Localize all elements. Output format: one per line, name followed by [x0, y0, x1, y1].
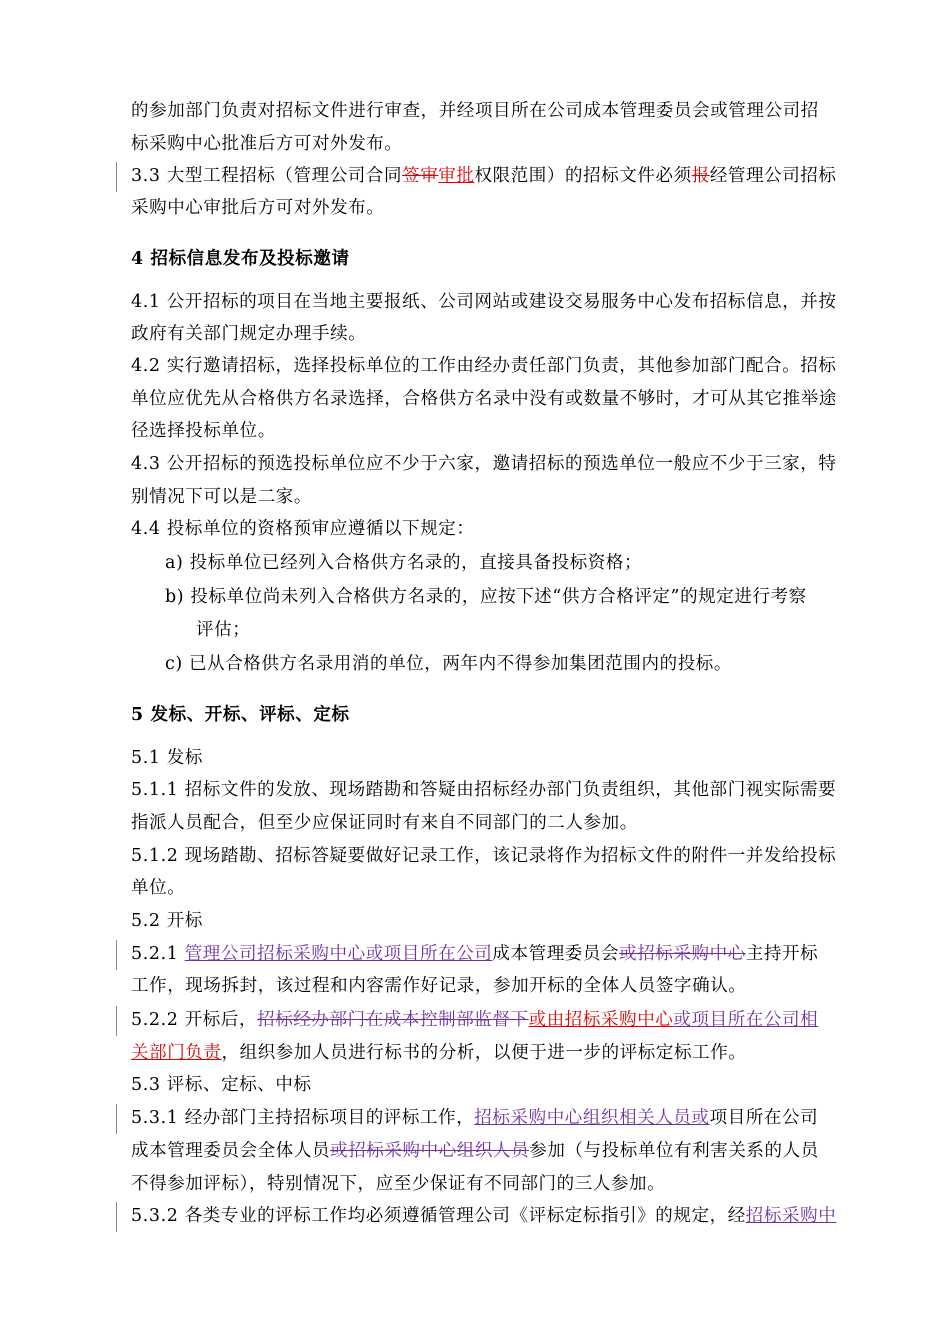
paragraph-line: 4.1 公开招标的项目在当地主要报纸、公司网站或建设交易服务中心发布招标信息，并按	[131, 292, 837, 312]
subsection-heading: 5.1 发标	[131, 748, 203, 768]
paragraph-line: 采购中心审批后方可对外发布。	[131, 198, 385, 218]
paragraph-line: 4.3 公开招标的预选投标单位应不少于六家，邀请招标的预选单位一般应不少于三家，特	[131, 454, 837, 474]
paragraph-5-2-2: 5.2.2 开标后，招标经办部门在成本控制部监督下或由招标采购中心或项目所在公司相	[131, 1010, 819, 1030]
subsection-heading: 5.2 开标	[131, 911, 203, 931]
paragraph-line: 标采购中心批准后方可对外发布。	[131, 134, 403, 154]
change-bar	[116, 1104, 117, 1134]
subsection-heading: 5.3 评标、定标、中标	[131, 1075, 312, 1095]
list-item-a: a) 投标单位已经列入合格供方名录的，直接具备投标资格；	[165, 553, 643, 573]
paragraph-line: 4.2 实行邀请招标，选择投标单位的工作由经办责任部门负责，其他参加部门配合。招标	[131, 356, 837, 376]
paragraph-5-2-2-cont: 关部门负责，组织参加人员进行标书的分析，以便于进一步的评标定标工作。	[131, 1043, 747, 1063]
paragraph-line: 别情况下可以是二家。	[131, 487, 312, 507]
paragraph-line: 不得参加评标），特别情况下，应至少保证有不同部门的三人参加。	[131, 1174, 666, 1194]
inserted-text: 招标采购中	[745, 1206, 837, 1226]
list-item-b-cont: 评估；	[196, 620, 251, 640]
paragraph-line: 指派人员配合，但至少应保证同时有来自不同部门的二人参加。	[131, 813, 638, 833]
list-item-b: b) 投标单位尚未列入合格供方名录的，应按下述“供方合格评定”的规定进行考察	[165, 587, 807, 607]
change-bar	[116, 1006, 117, 1036]
deleted-text: 或招标采购中心	[619, 944, 746, 964]
inserted-text: 招标采购中心组织相关人员或	[474, 1108, 710, 1128]
paragraph-line: 5.1.1 招标文件的发放、现场踏勘和答疑由招标经办部门负责组织，其他部门视实际需要	[131, 780, 837, 800]
inserted-text: 管理公司招标采购中心或项目所在公司	[184, 944, 493, 964]
paragraph-line: 的参加部门负责对招标文件进行审查，并经项目所在公司成本管理委员会或管理公司招	[131, 101, 819, 121]
paragraph-line: 政府有关部门规定办理手续。	[131, 324, 367, 344]
change-bar	[116, 1202, 117, 1232]
change-bar	[116, 162, 117, 192]
section-heading-5: 5 发标、开标、评标、定标	[131, 705, 350, 725]
paragraph-line: 单位。	[131, 878, 186, 898]
section-heading-4: 4 招标信息发布及投标邀请	[131, 249, 350, 269]
deleted-text: 签审	[402, 166, 439, 186]
paragraph-3-3: 3.3 大型工程招标（管理公司合同签审审批权限范围）的招标文件必须报经管理公司招标	[131, 166, 837, 186]
deleted-text: 招标经办部门在成本控制部监督下	[257, 1010, 529, 1030]
change-bar	[116, 940, 117, 970]
paragraph-5-2-1: 5.2.1 管理公司招标采购中心或项目所在公司成本管理委员会或招标采购中心主持开标	[131, 944, 819, 964]
paragraph-line: 4.4 投标单位的资格预审应遵循以下规定：	[131, 519, 475, 539]
list-item-c: c) 已从合格供方名录用消的单位，两年内不得参加集团范围内的投标。	[165, 654, 732, 674]
paragraph-line: 工作，现场拆封，该过程和内容需作好记录，参加开标的全体人员签字确认。	[131, 976, 747, 996]
paragraph-5-3-1-cont: 成本管理委员会全体人员或招标采购中心组织人员参加（与投标单位有利害关系的人员	[131, 1141, 819, 1161]
inserted-text: 或项目所在公司相	[673, 1010, 819, 1030]
paragraph-line: 单位应优先从合格供方名录选择，合格供方名录中没有或数量不够时，才可从其它推举途	[131, 389, 837, 409]
paragraph-5-3-1: 5.3.1 经办部门主持招标项目的评标工作，招标采购中心组织相关人员或项目所在公司	[131, 1108, 819, 1128]
paragraph-5-3-2: 5.3.2 各类专业的评标工作均必须遵循管理公司《评标定标指引》的规定，经招标采购中	[131, 1206, 837, 1226]
inserted-text: 关部门负责	[131, 1043, 222, 1063]
paragraph-line: 5.1.2 现场踏勘、招标答疑要做好记录工作，该记录将作为招标文件的附件一并发给投标	[131, 846, 837, 866]
inserted-text: 审批	[438, 166, 475, 186]
paragraph-line: 径选择投标单位。	[131, 421, 276, 441]
deleted-text: 报	[691, 166, 710, 186]
deleted-text: 或招标采购中心组织人员	[330, 1141, 530, 1161]
inserted-text: 或由招标采购中心	[528, 1010, 674, 1030]
